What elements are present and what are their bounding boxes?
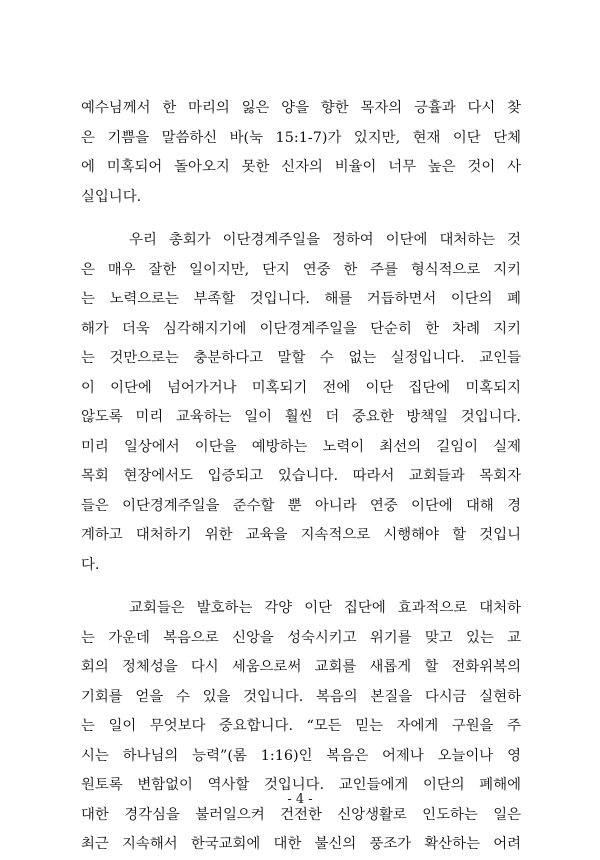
text-line: 우리 총회가 이단경계주일을 정하여 이단에 대처하는 것 — [81, 232, 521, 248]
text-line: 들은 이단경계주일을 준수할 뿐 아니라 연중 이단에 대해 경 — [81, 497, 521, 514]
text-line: 은 매우 잘한 일이지만, 단지 연중 한 주를 형식적으로 지키 — [81, 261, 521, 278]
text-line: 계하고 대처하기 위한 교육을 지속적으로 시행해야 할 것입니 — [81, 527, 521, 543]
text-line: 원토록 변함없이 역사할 것입니다. 교인들에게 이단의 폐해에 — [81, 777, 521, 793]
text-line: 다. — [81, 556, 100, 573]
text-line: 예수님께서 한 마리의 잃은 양을 향한 목자의 긍휼과 다시 찾 — [81, 100, 521, 116]
text-line: 해가 더욱 심각해지기에 이단경계주일을 단순히 한 차례 지키 — [81, 320, 521, 337]
paragraph-3 — [81, 594, 521, 860]
text-line: 는 일이 무엇보다 중요합니다. “모든 믿는 자에게 구원을 주 — [81, 718, 521, 734]
document-body — [81, 94, 521, 860]
text-line: 목회 현장에서도 입증되고 있습니다. 따라서 교회들과 목회자 — [81, 468, 521, 484]
text-line: 에 미혹되어 돌아오지 못한 신자의 비율이 너무 높은 것이 사 — [81, 159, 521, 175]
text-line: 기회를 얻을 수 있을 것입니다. 복음의 본질을 다시금 실현하 — [81, 688, 521, 705]
text-line: 은 기쁨을 말씀하신 바(눅 15:1-7)가 있지만, 현재 이단 단체 — [81, 129, 521, 146]
text-line: 는 것만으로는 충분하다고 말할 수 없는 실정입니다. 교인들 — [81, 350, 521, 366]
text-line: 미리 일상에서 이단을 예방하는 노력이 최선의 길임이 실제 — [81, 438, 521, 455]
text-line: 실입니다. — [81, 188, 142, 205]
text-line: 는 가운데 복음으로 신앙을 성숙시키고 위기를 맞고 있는 교 — [81, 629, 521, 646]
text-line: 회의 정체성을 다시 세움으로써 교회를 새롭게 할 전화위복의 — [81, 659, 521, 675]
paragraph-2 — [81, 226, 521, 580]
text-line: 최근 지속해서 한국교회에 대한 불신의 풍조가 확산하는 어려 — [81, 836, 521, 852]
text-line: 교회들은 발호하는 각양 이단 집단에 효과적으로 대처하 — [81, 600, 521, 616]
paragraph-1 — [81, 94, 521, 212]
text-line: 시는 하나님의 능력”(롬 1:16)인 복음은 어제나 오늘이나 영 — [81, 747, 521, 764]
text-line: 이 이단에 넘어가거나 미혹되기 전에 이단 집단에 미혹되지 — [81, 379, 521, 396]
page-number: - 4 - — [287, 792, 313, 807]
text-line: 는 노력으로는 부족할 것입니다. 해를 거듭하면서 이단의 폐 — [81, 291, 521, 307]
text-line: 대한 경각심을 불러일으켜 건전한 신앙생활로 인도하는 일은 — [81, 806, 521, 823]
text-line: 않도록 미리 교육하는 일이 훨씬 더 중요한 방책일 것입니다. — [81, 409, 521, 425]
